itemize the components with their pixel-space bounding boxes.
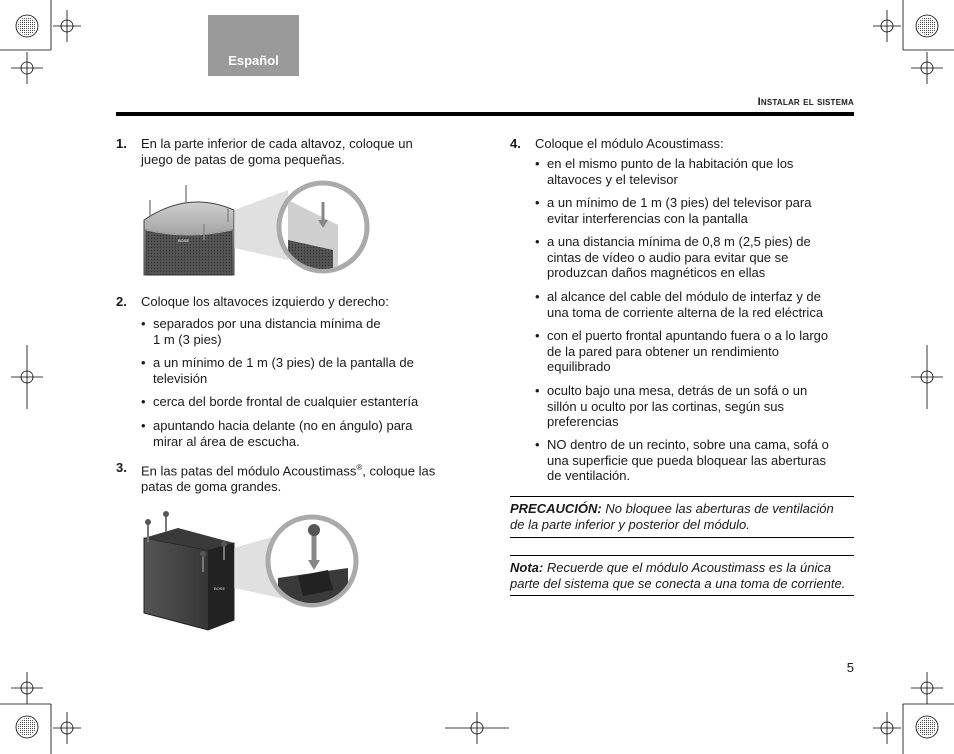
step3-text-a: En las patas del módulo Acoustimass xyxy=(141,463,357,479)
step3-line2: patas de goma grandes. xyxy=(141,478,282,494)
bullet-line: a un mínimo de 1 m (3 pies) de la pantalla de xyxy=(153,355,414,370)
bullet-line: evitar interferencias con la pantalla xyxy=(547,210,748,226)
module-feet-illustration xyxy=(138,508,363,633)
step-number: 1. xyxy=(116,136,127,151)
bullet-line: produzcan daños magnéticos en ellas xyxy=(547,265,766,280)
module-logo: BOSE xyxy=(214,586,226,591)
step1-text xyxy=(141,136,413,167)
bullet-line: NO dentro de un recinto, sobre una cama, sofá o xyxy=(547,437,829,452)
bullet-line: apuntando hacia delante (no en ángulo) para xyxy=(153,418,413,433)
caution-rule-bottom xyxy=(510,537,854,538)
step2-text: Coloque los altavoces izquierdo y derecho: xyxy=(141,294,389,309)
page-number: 5 xyxy=(846,660,854,675)
speaker-logo: BOSE xyxy=(178,238,190,243)
list-item: • al alcance del cable del módulo de interfaz y de una toma de corriente alterna de la red eléctrica xyxy=(535,289,824,320)
list-item: • NO dentro de un recinto, sobre una cama, sofá o una superficie que pueda bloquear las aberturas de ventilación. xyxy=(535,437,829,483)
bullet-line: de ventilación. xyxy=(547,468,631,483)
list-item: • cerca del borde frontal de cualquier estantería xyxy=(141,394,419,409)
bullet-line: a una distancia mínima de 0,8 m (2,5 pies) de xyxy=(547,234,811,249)
bullet-line: oculto bajo una mesa, detrás de un sofá o un xyxy=(547,383,808,398)
bullet-line: mirar al área de escucha. xyxy=(153,433,300,449)
bullet-line: cintas de vídeo o audio para evitar que se xyxy=(547,249,789,265)
caution-rule-top xyxy=(510,496,854,497)
step1-line2: juego de patas de goma pequeñas. xyxy=(141,151,345,167)
note-text: Recuerde que el módulo Acoustimass es la única xyxy=(543,560,832,575)
bullet-line: 1 m (3 pies) xyxy=(153,331,222,347)
step-number: 4. xyxy=(510,136,521,151)
list-item: • apuntando hacia delante (no en ángulo) para mirar al área de escucha. xyxy=(141,418,413,449)
list-item: • en el mismo punto de la habitación que los altavoces y el televisor xyxy=(535,156,794,187)
bullet-line: con el puerto frontal apuntando fuera o a lo largo xyxy=(547,328,829,343)
bullet-line: separados por una distancia mínima de xyxy=(153,316,381,331)
header-rule xyxy=(116,112,854,116)
caution-text: No bloquee las aberturas de ventilación xyxy=(601,501,834,516)
note-rule-top xyxy=(510,555,854,556)
section-title: Instalar el sistema xyxy=(757,96,854,108)
list-item: • a un mínimo de 1 m (3 pies) del televisor para evitar interferencias con la pantalla xyxy=(535,195,812,226)
bullet-line: al alcance del cable del módulo de interfaz y de xyxy=(547,289,821,304)
caution-note xyxy=(510,501,834,532)
info-note xyxy=(510,560,845,591)
note-label: Nota: xyxy=(510,560,544,575)
bullet-line: televisión xyxy=(153,370,208,386)
caution-label: PRECAUCIÓN: xyxy=(510,501,602,516)
speaker-feet-illustration xyxy=(138,180,373,280)
bullet-line: altavoces y el televisor xyxy=(547,171,678,187)
step-number: 2. xyxy=(116,294,127,309)
step3-text xyxy=(141,460,435,494)
note-rule-bottom xyxy=(510,595,854,596)
step4-text: Coloque el módulo Acoustimass: xyxy=(535,136,724,151)
list-item: • oculto bajo una mesa, detrás de un sofá o un sillón u oculto por las cortinas, según sus preferencias xyxy=(535,383,808,429)
bullet-line: una superficie que pueda bloquear las aberturas xyxy=(547,452,826,468)
step3-text-b: , coloque las xyxy=(362,463,436,479)
bullet-line: sillón u oculto por las cortinas, según sus xyxy=(547,398,785,414)
list-item: • separados por una distancia mínima de 1 m (3 pies) xyxy=(141,316,381,347)
language-tab-label: Español xyxy=(228,53,279,68)
bullet-line: en el mismo punto de la habitación que los xyxy=(547,156,794,171)
bullet-line: una toma de corriente alterna de la red eléctrica xyxy=(547,304,824,320)
bullet-line: cerca del borde frontal de cualquier estantería xyxy=(153,394,419,409)
bullet-line: a un mínimo de 1 m (3 pies) del televisor para xyxy=(547,195,812,210)
list-item: • con el puerto frontal apuntando fuera o a lo largo de la pared para obtener un rendimiento equilibrado xyxy=(535,328,829,374)
bullet-line: de la pared para obtener un rendimiento xyxy=(547,343,779,359)
step1-line1: En la parte inferior de cada altavoz, coloque un xyxy=(141,136,413,151)
list-item: • a un mínimo de 1 m (3 pies) de la pantalla de televisión xyxy=(141,355,414,386)
language-tab xyxy=(208,15,299,76)
registered-mark: ® xyxy=(356,463,363,472)
note-text-line2: parte del sistema que se conecta a una toma de corriente. xyxy=(510,575,846,591)
bullet-line: equilibrado xyxy=(547,359,611,374)
step-number: 3. xyxy=(116,460,127,475)
list-item: • a una distancia mínima de 0,8 m (2,5 pies) de cintas de vídeo o audio para evitar que se produzcan daños magnéticos en ellas xyxy=(535,234,811,280)
bullet-line: preferencias xyxy=(547,414,619,429)
caution-text-line2: de la parte inferior y posterior del módulo. xyxy=(510,516,750,532)
